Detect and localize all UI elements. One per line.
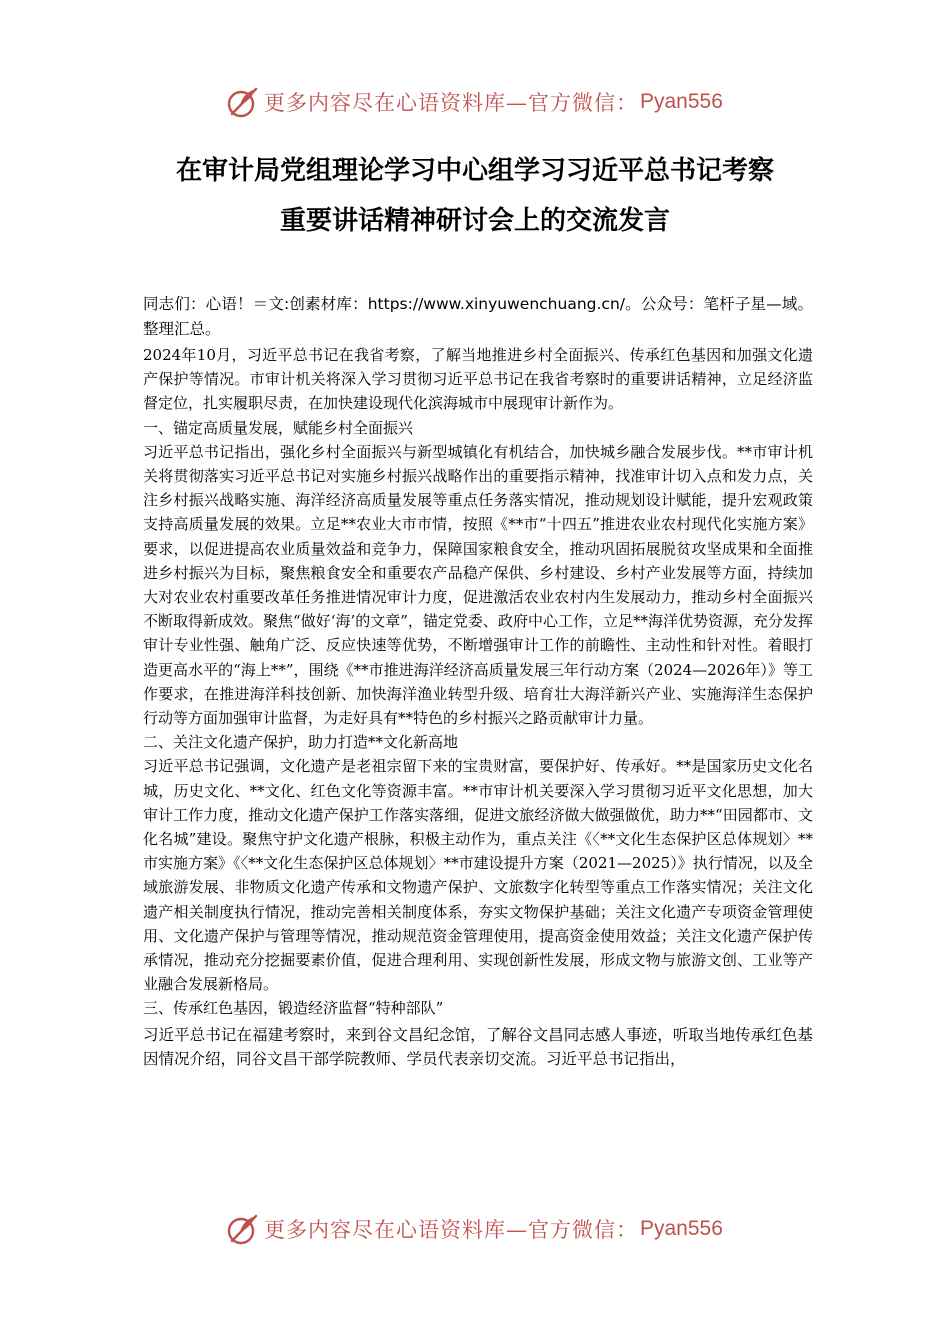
banner-wechat-id: Pyan556 (640, 1217, 723, 1240)
page-title-line-1: 在审计局党组理论学习中心组学习习近平总书记考察 (175, 156, 774, 186)
quill-logo-icon (226, 85, 260, 119)
banner-text: 更多内容尽在心语资料库—官方微信： (264, 1218, 638, 1242)
intro-paragraph: 同志们：心语！＝文:创素材库：https://www.xinyuwenchuang.cn/。公众号：笔杆子星—域。整理汇总。 (143, 295, 813, 338)
quill-logo-icon (226, 1212, 260, 1246)
paragraph-1: 2024年10月，习近平总书记在我省考察，了解当地推进乡村全面振兴、传承红色基因和加强文化遗产保护等情况。市审计机关将深入学习贯彻习近平总书记在我省考察时的重要讲话精神，立足经济监督定位，扎实履职尽责，在加快建设现代化滨海城市中展现审计新作为。 (143, 346, 813, 413)
banner-text: 更多内容尽在心语资料库—官方微信： (264, 91, 638, 115)
header-banner[interactable] (226, 82, 726, 122)
section-heading-3: 三、传承红色基因，锻造经济监督“特种部队” (143, 999, 444, 1018)
banner-wechat-id: Pyan556 (640, 90, 723, 113)
paragraph-3: 习近平总书记强调，文化遗产是老祖宗留下来的宝贵财富，要保护好、传承好。**是国家历史文化名城，历史文化、**文化、红色文化等资源丰富。**市审计机关要深入学习贯彻习近平文化思想，加大审计工作力度，推动文化遗产保护工作落实落细，促进文旅经济做大做强做优，助力**“田园都市、文化名城”建设。聚焦守护文化遗产根脉，积极主动作为，重点关注《〈**文化生态保护区总体规划〉**市实施方案》《〈**文化生态保护区总体规划〉**市建设提升方案（2021—2025）》执行情况，以及全域旅游发展、非物质文化遗产传承和文物遗产保护、文旅数字化转型等重点工作落实情况；关注文化遗产相关制度执行情况，推动完善相关制度体系，夯实文物保护基础；关注文化遗产专项资金管理使用、文化遗产保护与管理等情况，推动规范资金管理使用，提高资金使用效益；关注文化遗产保护传承情况，推动充分挖掘要素价值，促进合理利用、实现创新性发展，形成文物与旅游文创、工业等产业融合发展新格局。 (143, 757, 813, 994)
section-heading-1: 一、锚定高质量发展，赋能乡村全面振兴 (143, 418, 414, 437)
paragraph-4: 习近平总书记在福建考察时，来到谷文昌纪念馆，了解谷文昌同志感人事迹，听取当地传承红色基因情况介绍，同谷文昌干部学院教师、学员代表亲切交流。习近平总书记指出， (143, 1025, 813, 1069)
footer-banner[interactable] (226, 1209, 726, 1249)
page-title-line-2: 重要讲话精神研讨会上的交流发言 (279, 206, 670, 236)
section-heading-2: 二、关注文化遗产保护，助力打造**文化新高地 (143, 733, 459, 752)
paragraph-2: 习近平总书记指出，强化乡村全面振兴与新型城镇化有机结合，加快城乡融合发展步伐。**市审计机关将贯彻落实习近平总书记对实施乡村振兴战略作出的重要指示精神，找准审计切入点和发力点，关注乡村振兴战略实施、海洋经济高质量发展等重点任务落实情况，推动规划设计赋能，提升宏观政策支持高质量发展的效果。立足**农业大市市情，按照《**市“十四五”推进农业农村现代化实施方案》要求，以促进提高农业质量效益和竞争力，保障国家粮食安全，推动巩固拓展脱贫攻坚成果和全面推进乡村振兴为目标，聚焦粮食安全和重要农产品稳产保供、乡村建设、乡村产业发展等方面，持续加大对农业农村重要改革任务推进情况审计力度，促进激活农业农村内生发展动力，推动乡村全面振兴不断取得新成效。聚焦“做好‘海’的文章”，锚定党委、政府中心工作，立足**海洋优势资源，充分发挥审计专业性强、触角广泛、反应快速等优势，不断增强审计工作的前瞻性、主动性和针对性。着眼打造更高水平的“海上**”，围绕《**市推进海洋经济高质量发展三年行动方案（2024—2026年）》等工作要求，在推进海洋科技创新、加快海洋渔业转型升级、培育壮大海洋新兴产业、实施海洋生态保护行动等方面加强审计监督，为走好具有**特色的乡村振兴之路贡献审计力量。 (143, 442, 813, 728)
document-body (143, 292, 813, 1072)
